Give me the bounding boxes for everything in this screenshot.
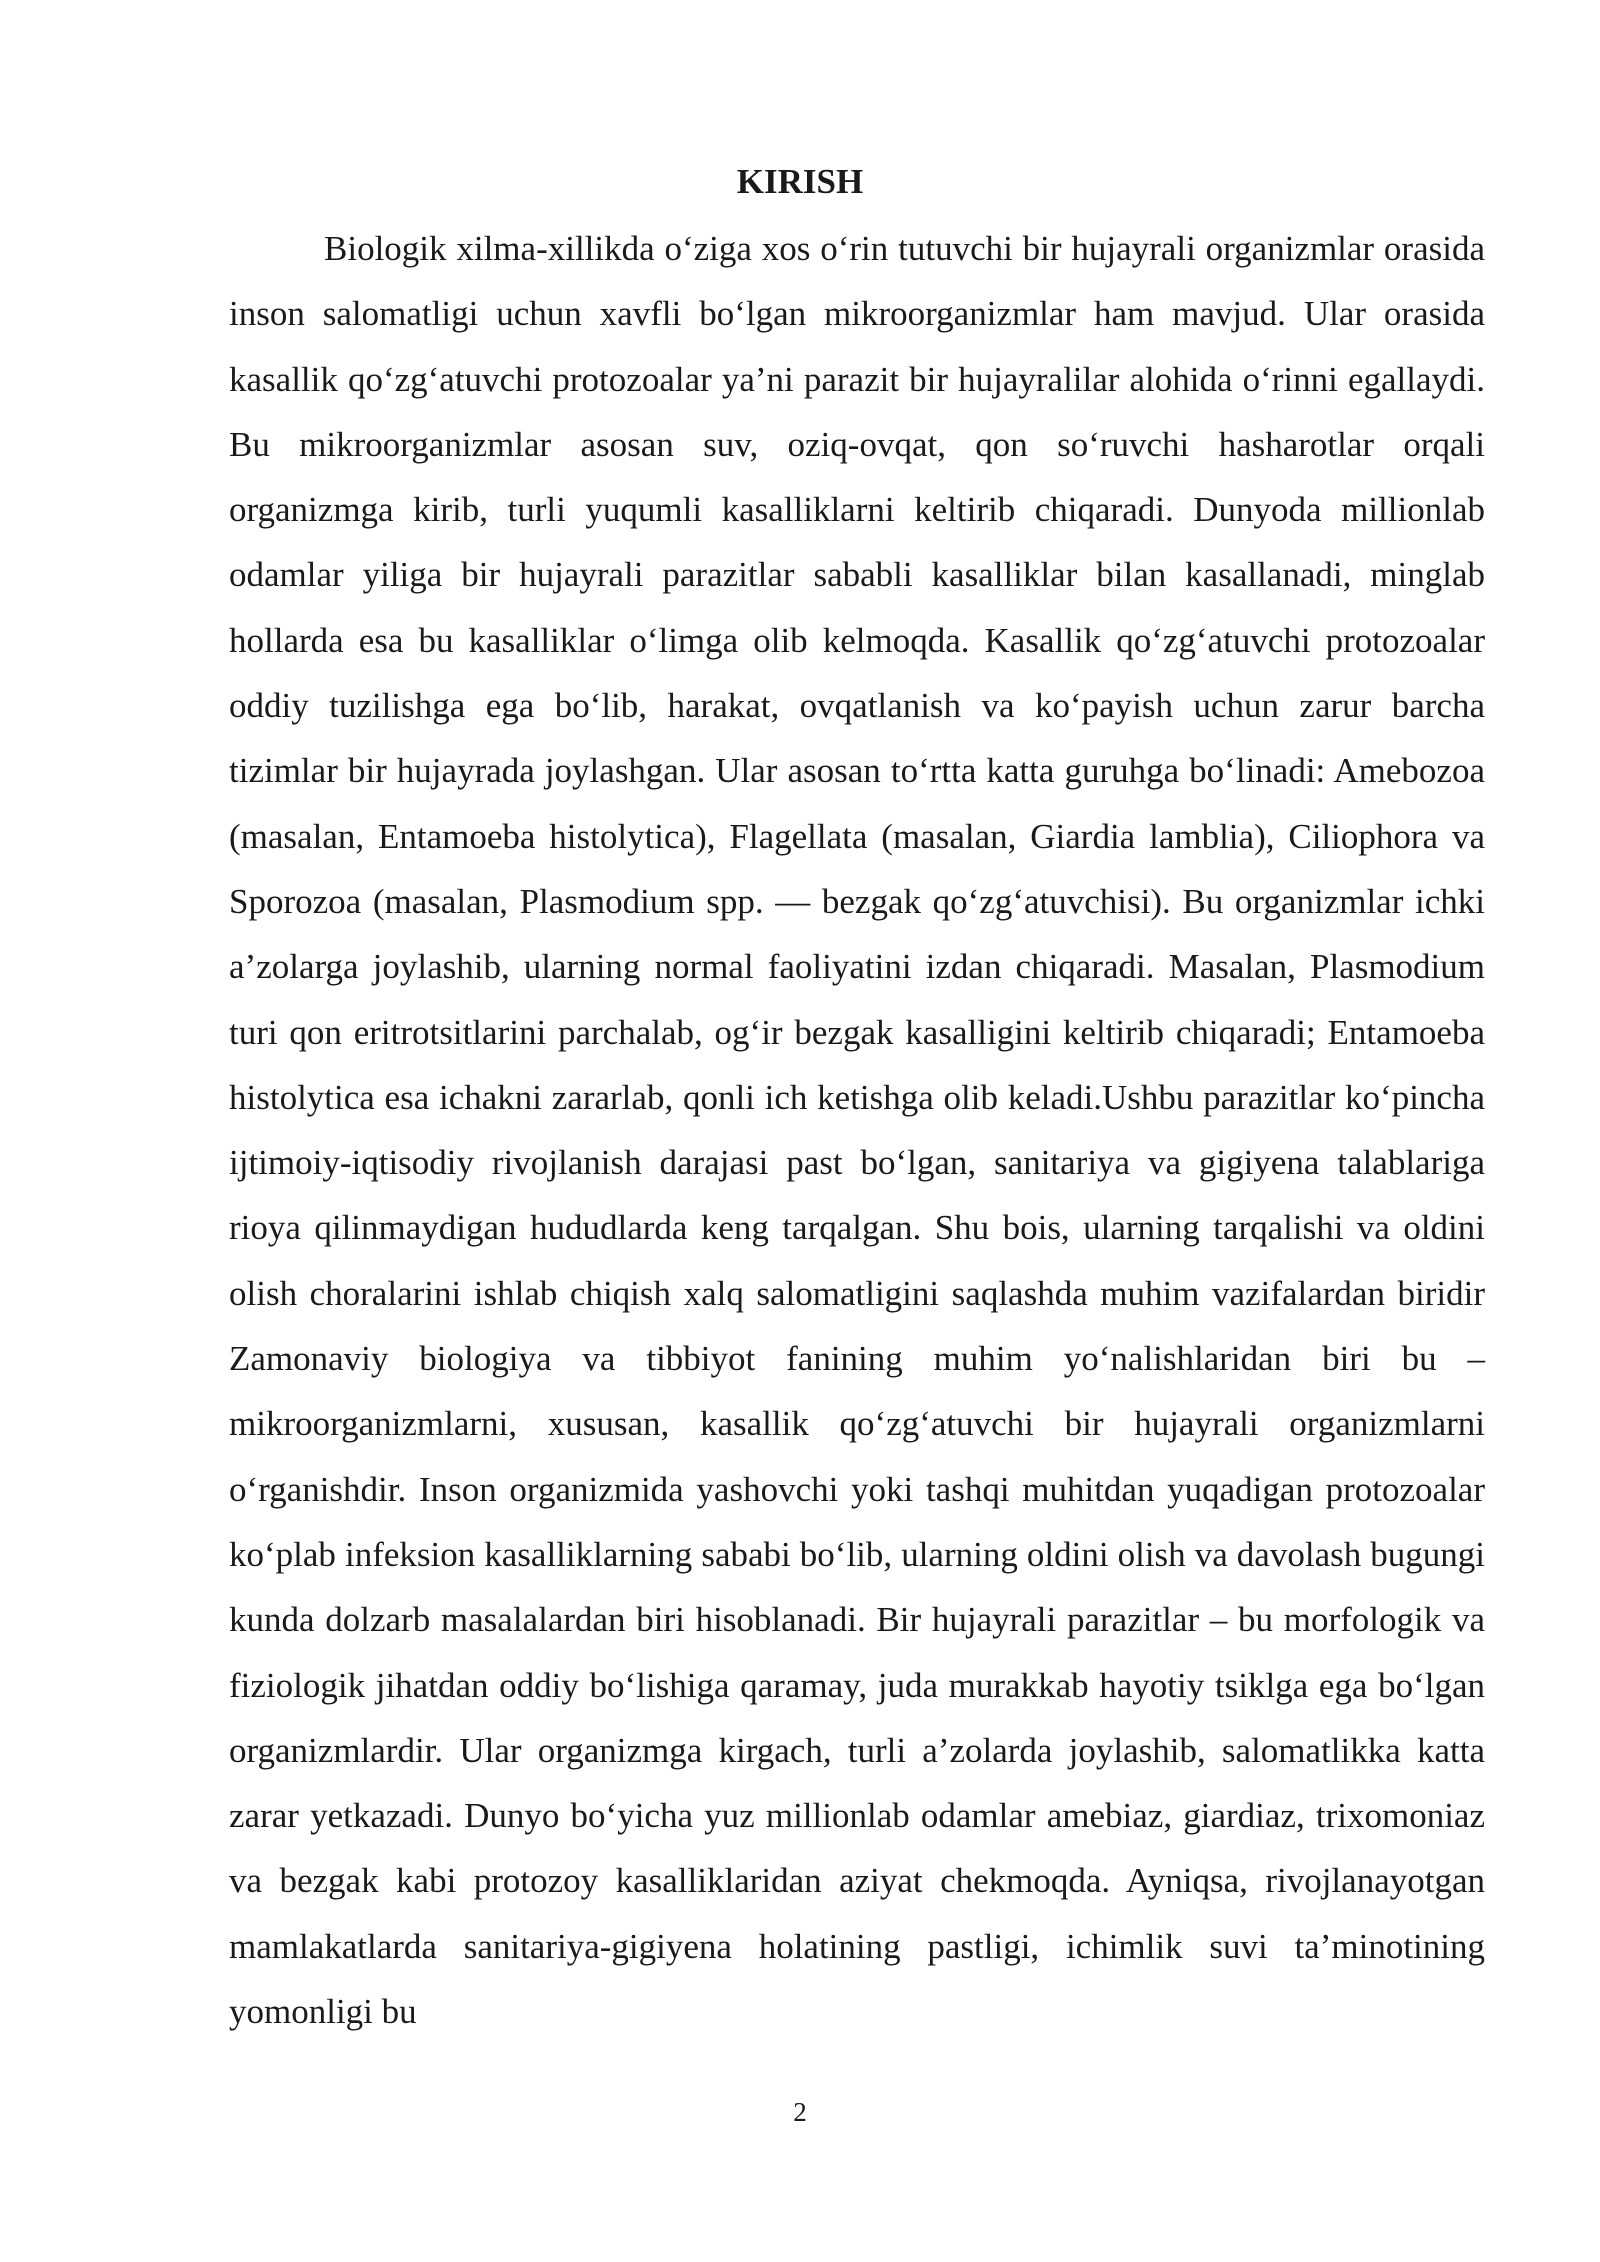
body-paragraph: Biologik xilma-xillikda o‘ziga xos o‘rin tutuvchi bir hujayrali organizmlar orasida inson salomatligi uchun xavfli bo‘lgan mikroorganizmlar ham mavjud. Ular orasida kasallik qo‘zg‘atuvchi protozoalar ya’ni parazit bir hujayralilar alohida o‘rinni egallaydi. Bu mikroorganizmlar asosan suv, oziq-ovqat, qon so‘ruvchi hasharotlar orqali organizmga kirib, turli yuqumli kasalliklarni keltirib chiqaradi. Dunyoda millionlab odamlar yiliga bir hujayrali parazitlar sababli kasalliklar bilan kasallanadi, minglab hollarda esa bu kasalliklar o‘limga olib kelmoqda. Kasallik qo‘zg‘atuvchi protozoalar oddiy tuzilishga ega bo‘lib, harakat, ovqatlanish va ko‘payish uchun zarur barcha tizimlar bir hujayrada joylashgan. Ular asosan to‘rtta katta guruhga bo‘linadi: Amebozoa (masalan, Entamoeba histolytica), Flagellata (masalan, Giardia lamblia), Ciliophora va Sporozoa (masalan, Plasmodium spp. — bezgak qo‘zg‘atuvchisi). Bu organizmlar ichki a’zolarga joylashib, ularning normal faoliyatini izdan chiqaradi. Masalan, Plasmodium turi qon eritrotsitlarini parchalab, og‘ir bezgak kasalligini keltirib chiqaradi; Entamoeba histolytica esa ichakni zararlab, qonli ich ketishga olib keladi.Ushbu parazitlar ko‘pincha ijtimoiy-iqtisodiy rivojlanish darajasi past bo‘lgan, sanitariya va gigiyena talablariga rioya qilinmaydigan hududlarda keng tarqalgan. Shu bois, ularning tarqalishi va oldini olish choralarini ishlab chiqish xalq salomatligini saqlashda muhim vazifalardan biridir Zamonaviy biologiya va tibbiyot fanining muhim yo‘nalishlaridan biri bu – mikroorganizmlarni, xususan, kasallik qo‘zg‘atuvchi bir hujayrali organizmlarni o‘rganishdir. Inson organizmida yashovchi yoki tashqi muhitdan yuqadigan protozoalar ko‘plab infeksion kasalliklarning sababi bo‘lib, ularning oldini olish va davolash bugungi kunda dolzarb masalalardan biri hisoblanadi. Bir hujayrali parazitlar – bu morfologik va fiziologik jihatdan oddiy bo‘lishiga qaramay, juda murakkab hayotiy tsiklga ega bo‘lgan organizmlardir. Ular organizmga kirgach, turli a’zolarda joylashib, salomatlikka katta zarar yetkazadi. Dunyo bo‘yicha yuz millionlab odamlar amebiaz, giardiaz, trixomoniaz va bezgak kabi protozoy kasalliklaridan aziyat chekmoqda. Ayniqsa, rivojlanayotgan mamlakatlarda sanitariya-gigiyena holatining pastligi, ichimlik suvi ta’minotining yomonligi bu [229,229,1485,2032]
section-heading: KIRISH [736,162,864,201]
page-number: 2 [793,2097,807,2127]
